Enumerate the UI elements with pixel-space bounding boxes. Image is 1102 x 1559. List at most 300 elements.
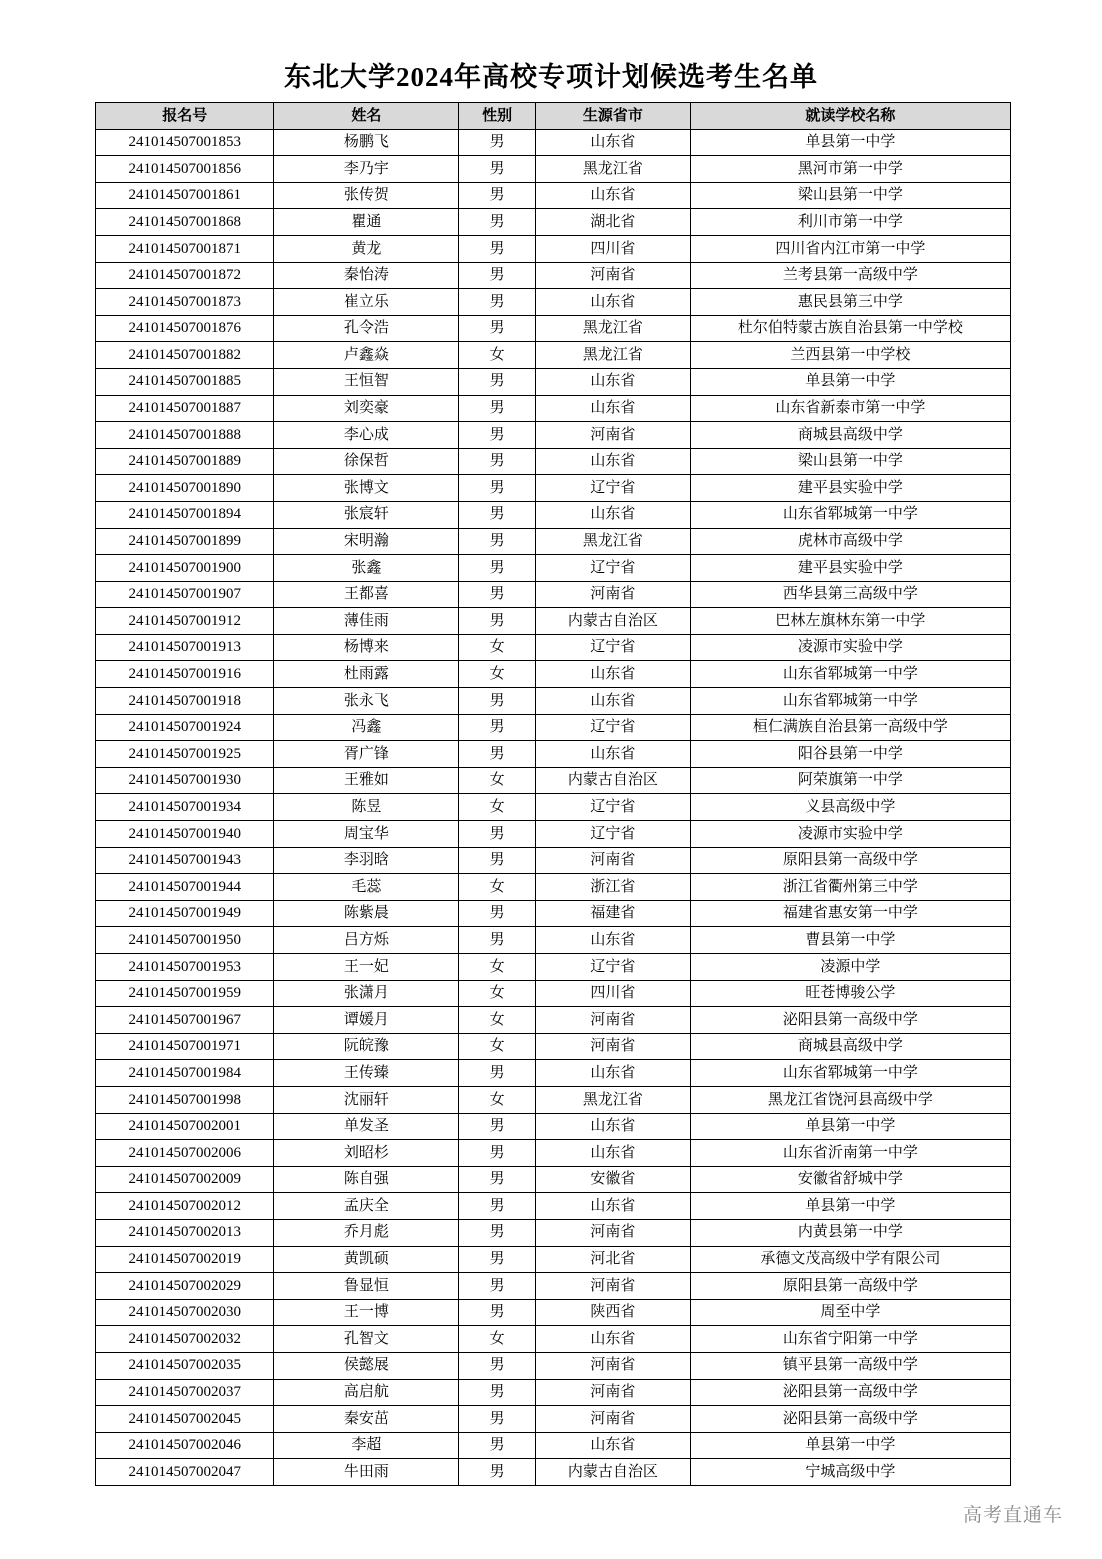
cell-reg-no: 241014507001934 bbox=[96, 794, 274, 821]
cell-school: 黑龙江省饶河县高级中学 bbox=[690, 1086, 1010, 1113]
cell-province: 辽宁省 bbox=[536, 954, 691, 981]
cell-province: 河南省 bbox=[536, 1406, 691, 1433]
cell-gender: 男 bbox=[459, 1140, 536, 1167]
cell-province: 河南省 bbox=[536, 1379, 691, 1406]
cell-reg-no: 241014507002035 bbox=[96, 1352, 274, 1379]
table-row bbox=[96, 1459, 1011, 1486]
cell-reg-no: 241014507001950 bbox=[96, 927, 274, 954]
cell-name: 瞿通 bbox=[274, 209, 459, 236]
cell-gender: 女 bbox=[459, 661, 536, 688]
cell-gender: 男 bbox=[459, 368, 536, 395]
cell-province: 湖北省 bbox=[536, 209, 691, 236]
cell-reg-no: 241014507002037 bbox=[96, 1379, 274, 1406]
table-row bbox=[96, 368, 1011, 395]
table-body bbox=[96, 129, 1011, 1485]
cell-province: 河南省 bbox=[536, 1352, 691, 1379]
cell-reg-no: 241014507002013 bbox=[96, 1219, 274, 1246]
cell-school: 内黄县第一中学 bbox=[690, 1219, 1010, 1246]
table-row bbox=[96, 528, 1011, 555]
cell-gender: 女 bbox=[459, 1326, 536, 1353]
cell-gender: 男 bbox=[459, 1246, 536, 1273]
cell-school: 单县第一中学 bbox=[690, 368, 1010, 395]
cell-name: 张永飞 bbox=[274, 688, 459, 715]
cell-reg-no: 241014507001984 bbox=[96, 1060, 274, 1087]
cell-province: 四川省 bbox=[536, 235, 691, 262]
cell-reg-no: 241014507001887 bbox=[96, 395, 274, 422]
cell-reg-no: 241014507001873 bbox=[96, 289, 274, 316]
cell-reg-no: 241014507001967 bbox=[96, 1007, 274, 1034]
cell-name: 谭媛月 bbox=[274, 1007, 459, 1034]
cell-reg-no: 241014507002012 bbox=[96, 1193, 274, 1220]
cell-name: 杨博来 bbox=[274, 634, 459, 661]
cell-gender: 男 bbox=[459, 1273, 536, 1300]
cell-reg-no: 241014507002006 bbox=[96, 1140, 274, 1167]
table-row bbox=[96, 1007, 1011, 1034]
cell-school: 兰考县第一高级中学 bbox=[690, 262, 1010, 289]
cell-name: 沈丽轩 bbox=[274, 1086, 459, 1113]
cell-gender: 男 bbox=[459, 688, 536, 715]
cell-name: 薄佳雨 bbox=[274, 608, 459, 635]
cell-name: 王恒智 bbox=[274, 368, 459, 395]
cell-name: 乔月彪 bbox=[274, 1219, 459, 1246]
cell-school: 阿荣旗第一中学 bbox=[690, 767, 1010, 794]
cell-province: 山东省 bbox=[536, 395, 691, 422]
cell-name: 张潇月 bbox=[274, 980, 459, 1007]
cell-reg-no: 241014507001872 bbox=[96, 262, 274, 289]
cell-name: 毛蕊 bbox=[274, 874, 459, 901]
cell-name: 张传贺 bbox=[274, 182, 459, 209]
cell-reg-no: 241014507001888 bbox=[96, 422, 274, 449]
table-row bbox=[96, 927, 1011, 954]
cell-gender: 男 bbox=[459, 608, 536, 635]
cell-school: 巴林左旗林东第一中学 bbox=[690, 608, 1010, 635]
cell-province: 山东省 bbox=[536, 368, 691, 395]
cell-gender: 男 bbox=[459, 235, 536, 262]
cell-name: 王雅如 bbox=[274, 767, 459, 794]
cell-reg-no: 241014507001949 bbox=[96, 900, 274, 927]
table-row bbox=[96, 847, 1011, 874]
cell-province: 黑龙江省 bbox=[536, 528, 691, 555]
cell-school: 原阳县第一高级中学 bbox=[690, 847, 1010, 874]
table-row bbox=[96, 1352, 1011, 1379]
cell-gender: 男 bbox=[459, 1406, 536, 1433]
cell-school: 杜尔伯特蒙古族自治县第一中学校 bbox=[690, 315, 1010, 342]
cell-gender: 女 bbox=[459, 794, 536, 821]
table-row bbox=[96, 980, 1011, 1007]
cell-name: 周宝华 bbox=[274, 821, 459, 848]
cell-province: 山东省 bbox=[536, 289, 691, 316]
cell-province: 山东省 bbox=[536, 688, 691, 715]
cell-name: 陈自强 bbox=[274, 1166, 459, 1193]
cell-gender: 女 bbox=[459, 1086, 536, 1113]
table-row bbox=[96, 1086, 1011, 1113]
cell-school: 虎林市高级中学 bbox=[690, 528, 1010, 555]
column-header-province: 生源省市 bbox=[536, 103, 691, 130]
cell-gender: 女 bbox=[459, 954, 536, 981]
cell-province: 河南省 bbox=[536, 262, 691, 289]
cell-province: 山东省 bbox=[536, 129, 691, 156]
cell-province: 黑龙江省 bbox=[536, 1086, 691, 1113]
cell-name: 孔智文 bbox=[274, 1326, 459, 1353]
table-row bbox=[96, 395, 1011, 422]
cell-province: 山东省 bbox=[536, 1432, 691, 1459]
cell-gender: 男 bbox=[459, 422, 536, 449]
cell-gender: 男 bbox=[459, 581, 536, 608]
cell-school: 泌阳县第一高级中学 bbox=[690, 1379, 1010, 1406]
cell-name: 冯鑫 bbox=[274, 714, 459, 741]
cell-school: 福建省惠安第一中学 bbox=[690, 900, 1010, 927]
cell-province: 浙江省 bbox=[536, 874, 691, 901]
cell-province: 辽宁省 bbox=[536, 634, 691, 661]
cell-reg-no: 241014507001959 bbox=[96, 980, 274, 1007]
cell-gender: 男 bbox=[459, 182, 536, 209]
column-header-gender: 性别 bbox=[459, 103, 536, 130]
cell-province: 山东省 bbox=[536, 1193, 691, 1220]
cell-reg-no: 241014507001882 bbox=[96, 342, 274, 369]
cell-reg-no: 241014507001944 bbox=[96, 874, 274, 901]
cell-school: 黑河市第一中学 bbox=[690, 156, 1010, 183]
cell-name: 李超 bbox=[274, 1432, 459, 1459]
table-row bbox=[96, 1326, 1011, 1353]
cell-gender: 男 bbox=[459, 714, 536, 741]
cell-reg-no: 241014507001900 bbox=[96, 555, 274, 582]
cell-name: 鲁显恒 bbox=[274, 1273, 459, 1300]
cell-school: 西华县第三高级中学 bbox=[690, 581, 1010, 608]
table-row bbox=[96, 794, 1011, 821]
cell-school: 凌源中学 bbox=[690, 954, 1010, 981]
cell-province: 辽宁省 bbox=[536, 794, 691, 821]
table-row bbox=[96, 422, 1011, 449]
column-header-school: 就读学校名称 bbox=[690, 103, 1010, 130]
cell-school: 泌阳县第一高级中学 bbox=[690, 1007, 1010, 1034]
cell-reg-no: 241014507001894 bbox=[96, 501, 274, 528]
cell-name: 宋明瀚 bbox=[274, 528, 459, 555]
cell-gender: 女 bbox=[459, 1007, 536, 1034]
cell-province: 陕西省 bbox=[536, 1299, 691, 1326]
table-row bbox=[96, 315, 1011, 342]
cell-name: 孔令浩 bbox=[274, 315, 459, 342]
cell-province: 黑龙江省 bbox=[536, 342, 691, 369]
cell-name: 张宸轩 bbox=[274, 501, 459, 528]
cell-reg-no: 241014507001913 bbox=[96, 634, 274, 661]
cell-name: 阮皖豫 bbox=[274, 1033, 459, 1060]
cell-school: 义县高级中学 bbox=[690, 794, 1010, 821]
cell-province: 内蒙古自治区 bbox=[536, 608, 691, 635]
cell-school: 商城县高级中学 bbox=[690, 422, 1010, 449]
table-row bbox=[96, 608, 1011, 635]
cell-province: 河南省 bbox=[536, 1033, 691, 1060]
cell-province: 山东省 bbox=[536, 182, 691, 209]
cell-reg-no: 241014507002001 bbox=[96, 1113, 274, 1140]
cell-province: 黑龙江省 bbox=[536, 156, 691, 183]
cell-gender: 男 bbox=[459, 1299, 536, 1326]
cell-gender: 女 bbox=[459, 980, 536, 1007]
cell-school: 利川市第一中学 bbox=[690, 209, 1010, 236]
cell-reg-no: 241014507001925 bbox=[96, 741, 274, 768]
table-row bbox=[96, 235, 1011, 262]
cell-province: 山东省 bbox=[536, 741, 691, 768]
cell-school: 山东省郓城第一中学 bbox=[690, 501, 1010, 528]
table-header-row bbox=[96, 103, 1011, 130]
cell-gender: 女 bbox=[459, 342, 536, 369]
cell-province: 山东省 bbox=[536, 661, 691, 688]
watermark: 高考直通车 bbox=[962, 1505, 1063, 1526]
cell-name: 牛田雨 bbox=[274, 1459, 459, 1486]
cell-reg-no: 241014507001853 bbox=[96, 129, 274, 156]
cell-gender: 女 bbox=[459, 634, 536, 661]
cell-province: 辽宁省 bbox=[536, 555, 691, 582]
cell-school: 梁山县第一中学 bbox=[690, 182, 1010, 209]
table-row bbox=[96, 262, 1011, 289]
table-row bbox=[96, 688, 1011, 715]
cell-school: 泌阳县第一高级中学 bbox=[690, 1406, 1010, 1433]
cell-reg-no: 241014507001916 bbox=[96, 661, 274, 688]
cell-province: 辽宁省 bbox=[536, 475, 691, 502]
cell-reg-no: 241014507001998 bbox=[96, 1086, 274, 1113]
cell-gender: 男 bbox=[459, 528, 536, 555]
table-row bbox=[96, 1113, 1011, 1140]
cell-reg-no: 241014507001899 bbox=[96, 528, 274, 555]
table-row bbox=[96, 342, 1011, 369]
cell-province: 山东省 bbox=[536, 501, 691, 528]
cell-reg-no: 241014507002009 bbox=[96, 1166, 274, 1193]
cell-province: 山东省 bbox=[536, 927, 691, 954]
cell-name: 杨鹏飞 bbox=[274, 129, 459, 156]
cell-gender: 男 bbox=[459, 821, 536, 848]
cell-gender: 男 bbox=[459, 1193, 536, 1220]
cell-reg-no: 241014507001890 bbox=[96, 475, 274, 502]
table-row bbox=[96, 821, 1011, 848]
table-row bbox=[96, 209, 1011, 236]
cell-province: 河南省 bbox=[536, 847, 691, 874]
cell-school: 山东省新泰市第一中学 bbox=[690, 395, 1010, 422]
table-row bbox=[96, 581, 1011, 608]
candidate-table bbox=[95, 102, 1011, 1486]
table-row bbox=[96, 900, 1011, 927]
cell-gender: 男 bbox=[459, 1459, 536, 1486]
column-header-name: 姓名 bbox=[274, 103, 459, 130]
cell-province: 福建省 bbox=[536, 900, 691, 927]
cell-school: 桓仁满族自治县第一高级中学 bbox=[690, 714, 1010, 741]
table-row bbox=[96, 1406, 1011, 1433]
cell-gender: 男 bbox=[459, 1352, 536, 1379]
cell-school: 浙江省衢州第三中学 bbox=[690, 874, 1010, 901]
cell-gender: 男 bbox=[459, 900, 536, 927]
cell-reg-no: 241014507001885 bbox=[96, 368, 274, 395]
cell-name: 秦怡涛 bbox=[274, 262, 459, 289]
cell-name: 孟庆全 bbox=[274, 1193, 459, 1220]
cell-school: 单县第一中学 bbox=[690, 1432, 1010, 1459]
column-header-reg-no: 报名号 bbox=[96, 103, 274, 130]
table-row bbox=[96, 1379, 1011, 1406]
cell-name: 崔立乐 bbox=[274, 289, 459, 316]
cell-name: 黄龙 bbox=[274, 235, 459, 262]
cell-reg-no: 241014507001856 bbox=[96, 156, 274, 183]
cell-school: 阳谷县第一中学 bbox=[690, 741, 1010, 768]
cell-reg-no: 241014507001930 bbox=[96, 767, 274, 794]
cell-province: 内蒙古自治区 bbox=[536, 767, 691, 794]
cell-reg-no: 241014507001871 bbox=[96, 235, 274, 262]
table-row bbox=[96, 156, 1011, 183]
cell-name: 杜雨露 bbox=[274, 661, 459, 688]
cell-school: 山东省沂南第一中学 bbox=[690, 1140, 1010, 1167]
cell-province: 辽宁省 bbox=[536, 821, 691, 848]
cell-school: 兰西县第一中学校 bbox=[690, 342, 1010, 369]
cell-gender: 女 bbox=[459, 1033, 536, 1060]
cell-school: 山东省郓城第一中学 bbox=[690, 1060, 1010, 1087]
table-row bbox=[96, 289, 1011, 316]
cell-reg-no: 241014507001943 bbox=[96, 847, 274, 874]
cell-reg-no: 241014507001924 bbox=[96, 714, 274, 741]
cell-name: 王都喜 bbox=[274, 581, 459, 608]
cell-name: 刘奕豪 bbox=[274, 395, 459, 422]
cell-province: 河南省 bbox=[536, 581, 691, 608]
cell-reg-no: 241014507001907 bbox=[96, 581, 274, 608]
table-row bbox=[96, 767, 1011, 794]
cell-gender: 男 bbox=[459, 555, 536, 582]
cell-school: 安徽省舒城中学 bbox=[690, 1166, 1010, 1193]
cell-reg-no: 241014507001861 bbox=[96, 182, 274, 209]
cell-province: 山东省 bbox=[536, 1113, 691, 1140]
cell-reg-no: 241014507002032 bbox=[96, 1326, 274, 1353]
cell-school: 周至中学 bbox=[690, 1299, 1010, 1326]
table-row bbox=[96, 182, 1011, 209]
cell-school: 单县第一中学 bbox=[690, 1193, 1010, 1220]
page-title: 东北大学2024年高校专项计划候选考生名单 bbox=[284, 62, 818, 92]
cell-name: 胥广锋 bbox=[274, 741, 459, 768]
cell-reg-no: 241014507002046 bbox=[96, 1432, 274, 1459]
cell-province: 河北省 bbox=[536, 1246, 691, 1273]
cell-name: 秦安茁 bbox=[274, 1406, 459, 1433]
cell-name: 侯懿展 bbox=[274, 1352, 459, 1379]
cell-school: 建平县实验中学 bbox=[690, 475, 1010, 502]
cell-gender: 男 bbox=[459, 847, 536, 874]
table-row bbox=[96, 661, 1011, 688]
cell-province: 内蒙古自治区 bbox=[536, 1459, 691, 1486]
cell-name: 陈紫晨 bbox=[274, 900, 459, 927]
cell-name: 黄凯硕 bbox=[274, 1246, 459, 1273]
cell-name: 吕方烁 bbox=[274, 927, 459, 954]
table-row bbox=[96, 1033, 1011, 1060]
cell-name: 徐保哲 bbox=[274, 448, 459, 475]
table-row bbox=[96, 1273, 1011, 1300]
cell-gender: 男 bbox=[459, 1166, 536, 1193]
cell-school: 梁山县第一中学 bbox=[690, 448, 1010, 475]
table-row bbox=[96, 1432, 1011, 1459]
table-row bbox=[96, 129, 1011, 156]
table-row bbox=[96, 741, 1011, 768]
cell-school: 山东省宁阳第一中学 bbox=[690, 1326, 1010, 1353]
cell-school: 建平县实验中学 bbox=[690, 555, 1010, 582]
cell-name: 李心成 bbox=[274, 422, 459, 449]
cell-gender: 男 bbox=[459, 1432, 536, 1459]
cell-name: 李羽晗 bbox=[274, 847, 459, 874]
cell-province: 河南省 bbox=[536, 422, 691, 449]
cell-reg-no: 241014507001889 bbox=[96, 448, 274, 475]
cell-school: 商城县高级中学 bbox=[690, 1033, 1010, 1060]
table-row bbox=[96, 1060, 1011, 1087]
cell-school: 单县第一中学 bbox=[690, 1113, 1010, 1140]
table-row bbox=[96, 1140, 1011, 1167]
table-row bbox=[96, 1246, 1011, 1273]
cell-school: 曹县第一中学 bbox=[690, 927, 1010, 954]
cell-gender: 男 bbox=[459, 501, 536, 528]
cell-gender: 男 bbox=[459, 475, 536, 502]
cell-name: 王传臻 bbox=[274, 1060, 459, 1087]
table-row bbox=[96, 448, 1011, 475]
cell-gender: 男 bbox=[459, 262, 536, 289]
cell-gender: 男 bbox=[459, 1060, 536, 1087]
cell-province: 河南省 bbox=[536, 1007, 691, 1034]
cell-gender: 男 bbox=[459, 315, 536, 342]
cell-name: 王一博 bbox=[274, 1299, 459, 1326]
table-row bbox=[96, 1219, 1011, 1246]
cell-school: 镇平县第一高级中学 bbox=[690, 1352, 1010, 1379]
table-row bbox=[96, 634, 1011, 661]
cell-province: 山东省 bbox=[536, 1140, 691, 1167]
cell-reg-no: 241014507002047 bbox=[96, 1459, 274, 1486]
cell-gender: 男 bbox=[459, 1379, 536, 1406]
table-row bbox=[96, 555, 1011, 582]
cell-province: 辽宁省 bbox=[536, 714, 691, 741]
cell-gender: 女 bbox=[459, 767, 536, 794]
cell-reg-no: 241014507001971 bbox=[96, 1033, 274, 1060]
cell-gender: 男 bbox=[459, 1113, 536, 1140]
cell-name: 卢鑫焱 bbox=[274, 342, 459, 369]
cell-reg-no: 241014507002029 bbox=[96, 1273, 274, 1300]
cell-reg-no: 241014507001876 bbox=[96, 315, 274, 342]
cell-school: 山东省郓城第一中学 bbox=[690, 688, 1010, 715]
cell-province: 河南省 bbox=[536, 1219, 691, 1246]
cell-gender: 男 bbox=[459, 289, 536, 316]
cell-school: 原阳县第一高级中学 bbox=[690, 1273, 1010, 1300]
cell-reg-no: 241014507001868 bbox=[96, 209, 274, 236]
cell-province: 山东省 bbox=[536, 1326, 691, 1353]
cell-gender: 男 bbox=[459, 156, 536, 183]
cell-province: 四川省 bbox=[536, 980, 691, 1007]
cell-school: 凌源市实验中学 bbox=[690, 634, 1010, 661]
cell-name: 王一妃 bbox=[274, 954, 459, 981]
cell-gender: 男 bbox=[459, 129, 536, 156]
cell-province: 黑龙江省 bbox=[536, 315, 691, 342]
cell-gender: 男 bbox=[459, 1219, 536, 1246]
cell-province: 安徽省 bbox=[536, 1166, 691, 1193]
cell-school: 惠民县第三中学 bbox=[690, 289, 1010, 316]
cell-reg-no: 241014507002019 bbox=[96, 1246, 274, 1273]
cell-gender: 女 bbox=[459, 874, 536, 901]
table-row bbox=[96, 954, 1011, 981]
cell-reg-no: 241014507002030 bbox=[96, 1299, 274, 1326]
cell-province: 山东省 bbox=[536, 1060, 691, 1087]
cell-name: 陈昱 bbox=[274, 794, 459, 821]
cell-name: 张鑫 bbox=[274, 555, 459, 582]
cell-name: 张博文 bbox=[274, 475, 459, 502]
cell-reg-no: 241014507001912 bbox=[96, 608, 274, 635]
cell-school: 凌源市实验中学 bbox=[690, 821, 1010, 848]
cell-province: 山东省 bbox=[536, 448, 691, 475]
cell-name: 李乃宇 bbox=[274, 156, 459, 183]
table-row bbox=[96, 1299, 1011, 1326]
cell-reg-no: 241014507001918 bbox=[96, 688, 274, 715]
cell-gender: 男 bbox=[459, 927, 536, 954]
cell-school: 单县第一中学 bbox=[690, 129, 1010, 156]
cell-school: 承德文茂高级中学有限公司 bbox=[690, 1246, 1010, 1273]
cell-reg-no: 241014507002045 bbox=[96, 1406, 274, 1433]
cell-gender: 男 bbox=[459, 448, 536, 475]
table-row bbox=[96, 501, 1011, 528]
cell-name: 高启航 bbox=[274, 1379, 459, 1406]
cell-name: 单发圣 bbox=[274, 1113, 459, 1140]
